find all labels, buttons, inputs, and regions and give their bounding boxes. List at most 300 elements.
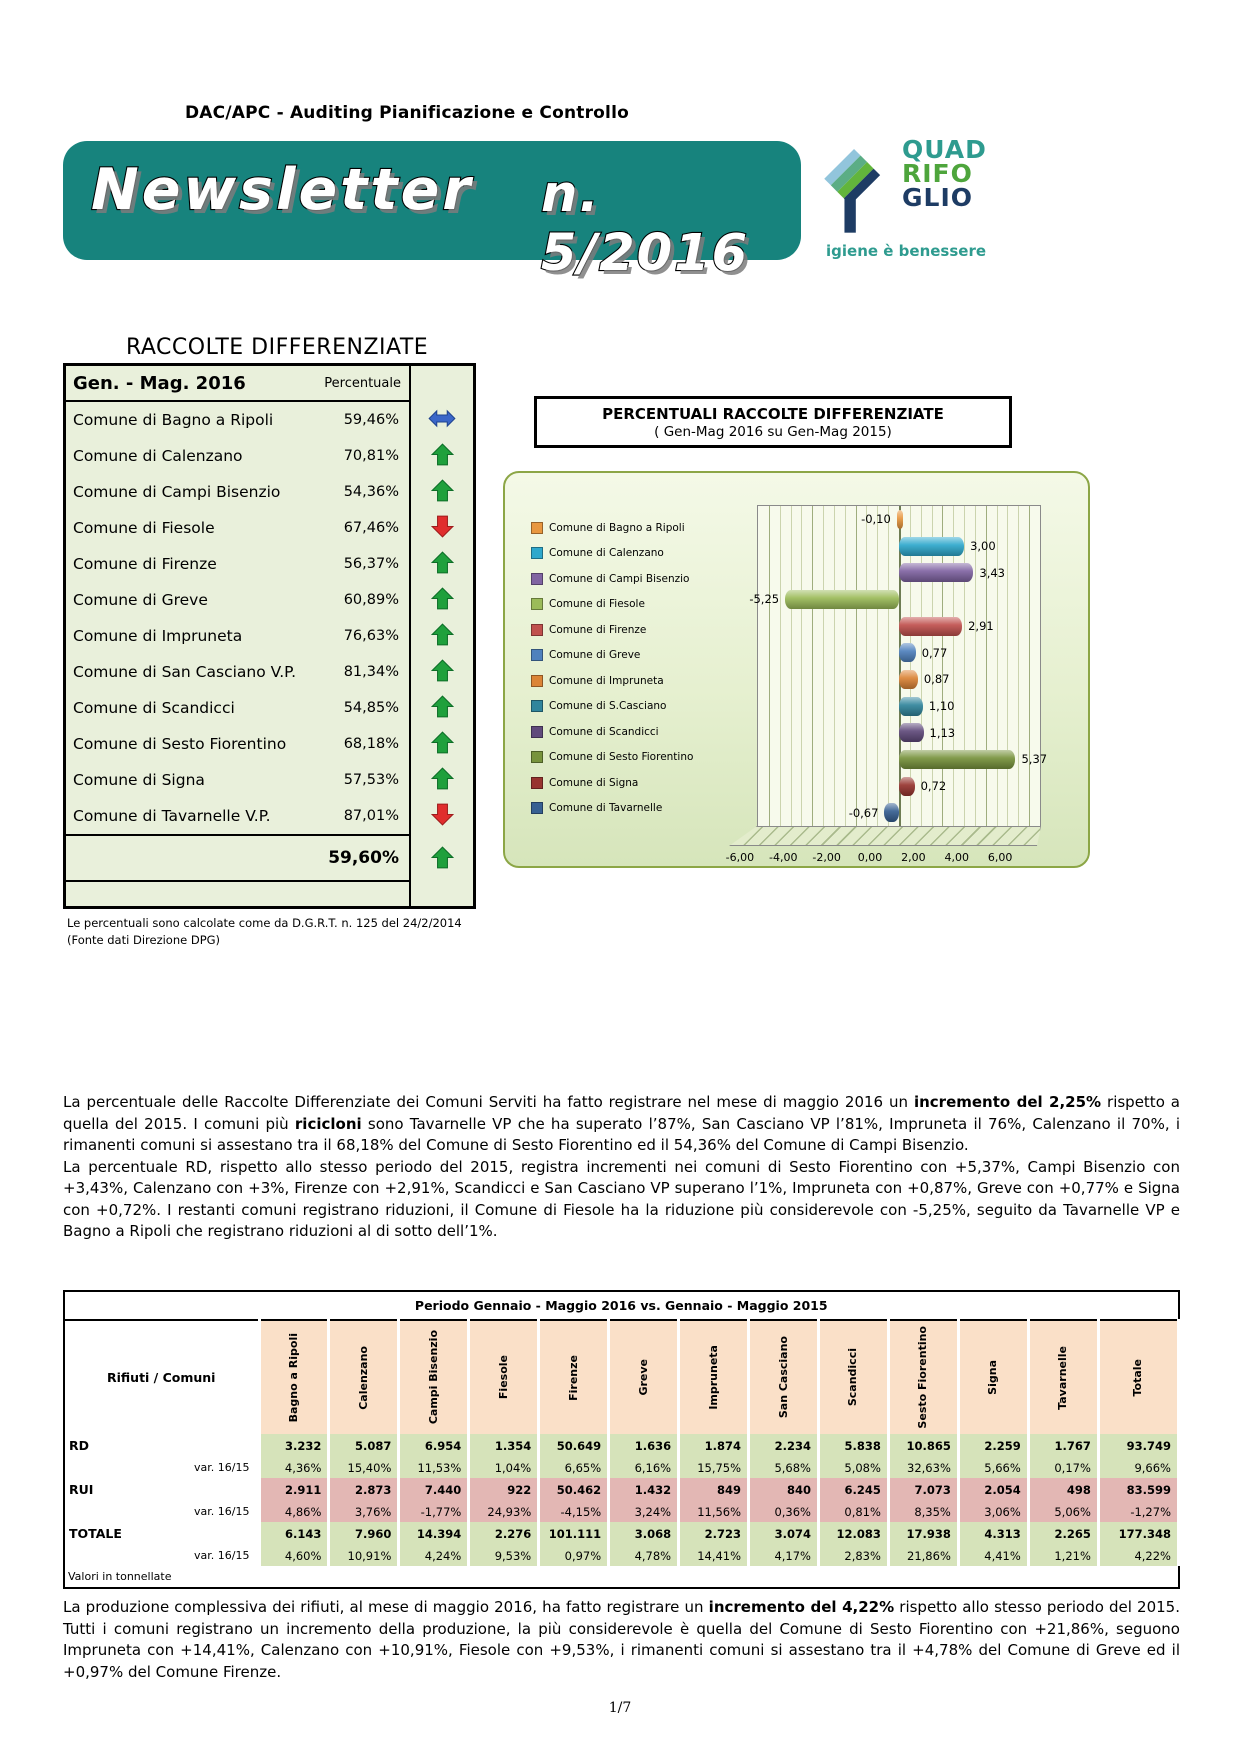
comune-name: Comune di San Casciano V.P. [73,663,297,681]
tonnage-var-value: 6,16% [609,1457,679,1478]
legend-label: Comune di Impruneta [549,674,664,687]
raccolte-table [63,363,476,909]
gridline [780,506,781,826]
tonnage-var-value: 14,41% [679,1545,749,1566]
tonnage-empty-cell [399,1566,469,1588]
tonnage-var-value: 24,93% [469,1501,539,1522]
down-arrow-icon [431,803,454,830]
trend-cell [411,763,473,799]
legend-swatch-icon [531,522,543,534]
bar-chart [503,471,1090,868]
bar-value-label: 2,91 [968,619,994,633]
gridline [1029,506,1030,826]
raccolte-row [66,510,409,546]
legend-item [531,541,693,567]
comune-percentage: 60,89% [343,592,399,608]
tonnage-value: 5.087 [329,1434,399,1457]
raccolte-row [66,654,409,690]
trend-cell [411,655,473,691]
tonnage-column-header: Impruneta [679,1320,749,1434]
legend-swatch-icon [531,547,543,559]
chart-floor [729,826,1041,846]
gridline [975,506,976,826]
tonnage-value: 50.649 [539,1434,609,1457]
tonnage-var-value: -4,15% [539,1501,609,1522]
bar-6 [899,670,918,689]
legend-swatch-icon [531,649,543,661]
raccolte-footnote [67,915,462,949]
tonnage-value: 1.354 [469,1434,539,1457]
legend-item [531,770,693,796]
tonnage-row-rui [64,1478,1179,1501]
newsletter-title: Newsletter [91,157,474,223]
raccolte-row [66,798,409,834]
trend-cell [411,799,473,835]
footnote-line2: (Fonte dati Direzione DPG) [67,933,221,947]
tonnage-var-value: 10,91% [329,1545,399,1566]
tonnage-value: 83.599 [1098,1478,1178,1501]
tonnage-column-header: Fiesole [469,1320,539,1434]
up-arrow-icon [431,659,454,686]
comune-percentage: 56,37% [343,556,399,572]
tonnage-value: 1.874 [679,1434,749,1457]
comune-percentage: 70,81% [343,448,399,464]
tonnage-var-value: 4,22% [1098,1545,1178,1566]
bar-value-label: 0,77 [921,645,948,660]
logo-wordmark [902,135,987,212]
legend-item [531,566,693,592]
legend-item [531,745,693,771]
x-tick-label: -2,00 [812,851,841,864]
tonnage-row-label: RD [69,1438,90,1453]
tonnage-table-wrap [63,1290,1180,1589]
tonnage-value: 7.960 [329,1522,399,1545]
tonnage-table [63,1290,1180,1589]
tonnage-column-header: Sesto Fiorentino [888,1320,958,1434]
gridline [801,506,802,826]
down-arrow-icon [431,515,454,542]
tonnage-value: 7.440 [399,1478,469,1501]
tonnage-column-header: San Casciano [749,1320,819,1434]
legend-item [531,719,693,745]
comune-percentage: 54,36% [343,484,399,500]
comune-name: Comune di Tavarnelle V.P. [73,807,271,825]
comune-percentage: 57,53% [343,772,399,788]
newsletter-banner [63,141,801,283]
tonnage-var-value: 5,68% [749,1457,819,1478]
raccolte-row [66,582,409,618]
legend-label: Comune di Signa [549,776,639,789]
tonnage-var-value: 32,63% [888,1457,958,1478]
tonnage-footer-note: Valori in tonnellate [68,1570,172,1583]
tonnage-var-value: 4,78% [609,1545,679,1566]
tonnage-var-value: 0,97% [539,1545,609,1566]
up-arrow-icon [431,731,454,758]
tonnage-var-value: -1,77% [399,1501,469,1522]
gridline [856,506,857,826]
up-arrow-icon [431,695,454,722]
comune-percentage: 67,46% [343,520,399,536]
tonnage-value: 50.462 [539,1478,609,1501]
comune-name: Comune di Bagno a Ripoli [73,411,274,429]
quadrifoglio-logo-icon [820,138,898,238]
legend-label: Comune di Tavarnelle [549,802,663,815]
tonnage-var-value: -1,27% [1098,1501,1178,1522]
tonnage-empty-cell [1028,1566,1098,1588]
tonnage-column-header: Campi Bisenzio [399,1320,469,1434]
bar-4 [899,617,962,636]
tonnage-var-value: 4,24% [399,1545,469,1566]
tonnage-var-value: 9,66% [1098,1457,1178,1478]
legend-item [531,592,693,618]
tonnage-value: 6.143 [259,1522,329,1545]
raccolte-percent-label: Percentuale [324,375,401,391]
legend-item [531,643,693,669]
tonnage-var-value: 5,66% [958,1457,1028,1478]
flat-arrow-icon [428,409,456,432]
legend-label: Comune di Firenze [549,623,647,636]
legend-swatch-icon [531,751,543,763]
legend-label: Comune di Scandicci [549,725,659,738]
legend-swatch-icon [531,726,543,738]
gridline [964,506,965,826]
up-arrow-icon [431,443,454,470]
legend-label: Comune di Sesto Fiorentino [549,751,694,764]
bar-value-label: -0,10 [861,512,891,527]
bar-value-label: 5,37 [1021,752,1048,767]
tonnage-empty-cell [888,1566,958,1588]
tonnage-var-value: 2,83% [819,1545,889,1566]
tonnage-var-value: 4,41% [958,1545,1028,1566]
bar-8 [899,723,924,742]
tonnage-var-value: 3,24% [609,1501,679,1522]
logo-line3: GLIO [902,183,974,212]
legend-label: Comune di S.Casciano [549,700,667,713]
x-tick-label: 2,00 [901,851,926,864]
bar-11 [884,803,899,822]
comune-name: Comune di Impruneta [73,627,243,645]
x-tick-label: 0,00 [857,851,883,864]
legend-item [531,617,693,643]
footnote-line1: Le percentuali sono calcolate come da D.G.R.T. n. 125 del 24/2/2014 [67,916,462,930]
tonnage-corner-label: Rifiuti / Comuni [107,1370,216,1385]
raccolte-footer-strip [66,882,409,906]
up-arrow-icon [431,767,454,794]
legend-item [531,694,693,720]
trend-cell [411,547,473,583]
tonnage-value: 849 [679,1478,749,1501]
tonnage-value: 1.432 [609,1478,679,1501]
bar-value-label: 1,13 [929,725,956,740]
legend-item [531,515,693,541]
tonnage-var-value: 1,21% [1028,1545,1098,1566]
tonnage-value: 17.938 [888,1522,958,1545]
raccolte-row [66,618,409,654]
tonnage-var-value: 5,06% [1028,1501,1098,1522]
chart-x-axis [725,851,1041,867]
tonnage-var-value: 21,86% [888,1545,958,1566]
tonnage-var-row [64,1545,1179,1566]
up-arrow-icon [431,551,454,578]
gridline [986,506,987,826]
tonnage-value: 3.074 [749,1522,819,1545]
logo-line2: RIFO [902,159,973,188]
bar-value-label: -5,25 [749,592,780,607]
tonnage-var-row [64,1501,1179,1522]
tonnage-var-value: 8,35% [888,1501,958,1522]
legend-swatch-icon [531,777,543,789]
comune-percentage: 68,18% [343,736,399,752]
tonnage-var-label: var. 16/15 [194,1461,250,1474]
tonnage-empty-cell [259,1566,329,1588]
analysis-paragraph-production [63,1597,1180,1683]
gridline [769,506,770,826]
legend-swatch-icon [531,700,543,712]
bar-0 [897,510,903,529]
tonnage-column-header: Greve [609,1320,679,1434]
paragraph1b: La percentuale RD, rispetto allo stesso periodo del 2015, registra incrementi nei comuni di Sesto Fiorentino con +5,37%, Campi Bisenzio con +3,43%, Calenzano con +3%, Firenze con +2,91%, Scandicci e San Casciano VP superano l’1%, Impruneta con +0,87%, Greve con +0,77% e Signa con +0,72%. I restanti comuni registrano riduzioni, il Comune di Fiesole ha la riduzione più considerevole con -5,25%, seguito da Tavarnelle VP e Bagno a Ripoli che registrano riduzioni al di sotto dell’1%. [63,1157,1180,1240]
tonnage-column-header: Totale [1098,1320,1178,1434]
comune-percentage: 87,01% [343,808,399,824]
tonnage-value: 5.838 [819,1434,889,1457]
raccolte-row [66,438,409,474]
tonnage-var-value: 1,04% [469,1457,539,1478]
gridline [1007,506,1008,826]
bar-value-label: 0,87 [923,672,950,687]
up-arrow-icon [431,479,454,506]
tonnage-column-header: Signa [958,1320,1028,1434]
analysis-paragraph-rd [63,1092,1180,1243]
gridline [812,506,813,826]
bar-1 [899,537,964,556]
tonnage-var-value: 4,36% [259,1457,329,1478]
trend-cell [411,691,473,727]
raccolte-period-label: Gen. - Mag. 2016 [73,372,246,394]
gridline [877,506,878,826]
tonnage-var-value: 11,53% [399,1457,469,1478]
bar-5 [899,643,916,662]
legend-swatch-icon [531,802,543,814]
up-arrow-icon [431,623,454,650]
raccolte-section-title: RACCOLTE DIFFERENZIATE [126,335,429,360]
tonnage-value: 6.245 [819,1478,889,1501]
trend-cell [411,403,473,439]
tonnage-value: 93.749 [1098,1434,1178,1457]
tonnage-var-value: 15,40% [329,1457,399,1478]
tonnage-value: 2.873 [329,1478,399,1501]
chart-legend [531,515,693,821]
bar-value-label: 1,10 [928,699,955,713]
comune-percentage: 59,46% [343,412,399,428]
tonnage-var-value: 9,53% [469,1545,539,1566]
gridline [997,506,998,826]
tonnage-var-value: 4,86% [259,1501,329,1522]
chart-subtitle: ( Gen-Mag 2016 su Gen-Mag 2015) [654,424,892,440]
legend-swatch-icon [531,624,543,636]
bar-value-label: 3,43 [979,565,1005,580]
gridline [1018,506,1019,826]
trend-cell [411,727,473,763]
comune-name: Comune di Scandicci [73,699,235,717]
company-logo [820,136,1040,266]
tonnage-value: 1.767 [1028,1434,1098,1457]
trend-cell [411,439,473,475]
chart-plot-area [749,505,1048,827]
comune-name: Comune di Campi Bisenzio [73,483,281,501]
raccolte-row [66,726,409,762]
tonnage-column-header: Bagno a Ripoli [259,1320,329,1434]
bar-9 [899,750,1015,769]
tonnage-var-value: 0,36% [749,1501,819,1522]
tonnage-row-label: TOTALE [69,1526,122,1541]
tonnage-empty-cell [679,1566,749,1588]
bar-10 [899,777,915,796]
comune-name: Comune di Sesto Fiorentino [73,735,287,753]
trend-cell [411,511,473,547]
paragraph1a: La percentuale delle Raccolte Differenziate dei Comuni Serviti ha fatto registrare nel mese di maggio 2016 un incremento del 2,25% rispetto a quella del 2015. I comuni più ricicloni sono Tavarnelle VP che ha superato l’87%, San Casciano VP l’81%, Impruneta il 76%, Calenzano il 70%, i rimanenti comuni si assestano tra il 68,18% del Comune di Sesto Fiorentino ed il 54,36% del Comune di Campi Bisenzio. [63,1093,1180,1154]
tonnage-value: 10.865 [888,1434,958,1457]
tonnage-var-value: 4,60% [259,1545,329,1566]
tonnage-value: 7.073 [888,1478,958,1501]
legend-swatch-icon [531,598,543,610]
tonnage-value: 2.234 [749,1434,819,1457]
tonnage-empty-cell [819,1566,889,1588]
tonnage-var-value: 0,81% [819,1501,889,1522]
gridline [791,506,792,826]
tonnage-var-row [64,1457,1179,1478]
tonnage-table-title: Periodo Gennaio - Maggio 2016 vs. Gennaio - Maggio 2015 [64,1291,1179,1320]
raccolte-row [66,402,409,438]
tonnage-var-label: var. 16/15 [194,1549,250,1562]
gridline [834,506,835,826]
raccolte-row [66,546,409,582]
bar-value-label: 3,00 [970,539,996,553]
page-number: 1/7 [608,1700,632,1716]
newsletter-number: n. 5/2016 [541,165,750,283]
trend-cell [411,475,473,511]
logo-tagline: igiene è benessere [826,242,987,260]
comune-name: Comune di Signa [73,771,205,789]
gridline [866,506,867,826]
tonnage-value: 2.265 [1028,1522,1098,1545]
legend-label: Comune di Fiesole [549,598,645,611]
chart-title: PERCENTUALI RACCOLTE DIFFERENZIATE [602,405,944,423]
comune-name: Comune di Greve [73,591,208,609]
comune-percentage: 76,63% [343,628,399,644]
bar-2 [899,563,973,582]
bar-value-label: 0,72 [920,779,947,793]
tonnage-value: 2.259 [958,1434,1028,1457]
tonnage-value: 4.313 [958,1522,1028,1545]
raccolte-arrow-column [411,366,473,906]
legend-item [531,796,693,822]
tonnage-empty-cell [609,1566,679,1588]
raccolte-total-row [66,834,409,882]
raccolte-arrows [411,403,473,835]
tonnage-value: 12.083 [819,1522,889,1545]
tonnage-var-label: var. 16/15 [194,1505,250,1518]
up-arrow-icon [431,846,454,873]
tonnage-value: 6.954 [399,1434,469,1457]
tonnage-value: 498 [1028,1478,1098,1501]
gridline [845,506,846,826]
tonnage-value: 840 [749,1478,819,1501]
legend-label: Comune di Bagno a Ripoli [549,521,685,534]
gridline [888,506,889,826]
x-tick-label: 6,00 [987,851,1013,864]
tonnage-value: 14.394 [399,1522,469,1545]
tonnage-value: 2.911 [259,1478,329,1501]
x-tick-label: 4,00 [944,851,970,864]
raccolte-row [66,690,409,726]
tonnage-var-value: 0,17% [1028,1457,1098,1478]
tonnage-value: 2.054 [958,1478,1028,1501]
comune-name: Comune di Firenze [73,555,217,573]
tonnage-row-rd [64,1434,1179,1457]
comune-name: Comune di Fiesole [73,519,215,537]
tonnage-row-totale [64,1522,1179,1545]
trend-cell [411,619,473,655]
raccolte-table-header [66,366,409,402]
tonnage-value: 922 [469,1478,539,1501]
tonnage-var-value: 11,56% [679,1501,749,1522]
legend-label: Comune di Calenzano [549,547,664,560]
raccolte-row [66,474,409,510]
tonnage-value: 3.068 [609,1522,679,1545]
legend-item [531,668,693,694]
trend-cell [411,583,473,619]
legend-swatch-icon [531,675,543,687]
tonnage-value: 2.723 [679,1522,749,1545]
x-tick-label: -4,00 [768,851,798,864]
legend-label: Comune di Greve [549,649,641,662]
bar-value-label: -0,67 [848,805,879,820]
tonnage-empty-cell [539,1566,609,1588]
tonnage-var-value: 3,06% [958,1501,1028,1522]
raccolte-total-value: 59,60% [328,848,399,868]
tonnage-value: 3.232 [259,1434,329,1457]
logo-line1: QUAD [902,135,987,164]
tonnage-row-label: RUI [69,1482,94,1497]
tonnage-column-header: Tavarnelle [1028,1320,1098,1434]
legend-label: Comune di Campi Bisenzio [549,572,690,585]
chart-title-box [534,396,1012,448]
tonnage-column-header: Scandicci [819,1320,889,1434]
department-title: DAC/APC - Auditing Pianificazione e Controllo [185,103,629,123]
tonnage-var-value: 15,75% [679,1457,749,1478]
paragraph2: La produzione complessiva dei rifiuti, al mese di maggio 2016, ha fatto registrare un incremento del 4,22% rispetto allo stesso periodo del 2015. Tutti i comuni registrano un incremento della produzione, la più considerevole è quella del Comune di Sesto Fiorentino con +21,86%, seguono Impruneta con +14,41%, Calenzano con +10,91%, Fiesole con +9,53%, i rimanenti comuni si assestano tra il +4,78% del Comune di Greve ed il +0,97% del Comune Firenze. [63,1598,1180,1681]
tonnage-column-header: Firenze [539,1320,609,1434]
legend-swatch-icon [531,573,543,585]
tonnage-var-value: 4,17% [749,1545,819,1566]
bar-7 [899,697,923,716]
comune-percentage: 81,34% [343,664,399,680]
x-tick-label: -6,00 [725,851,755,864]
tonnage-value: 2.276 [469,1522,539,1545]
tonnage-column-header: Calenzano [329,1320,399,1434]
raccolte-table-left [66,366,411,906]
up-arrow-icon [431,587,454,614]
raccolte-row [66,762,409,798]
tonnage-value: 177.348 [1098,1522,1178,1545]
tonnage-value: 1.636 [609,1434,679,1457]
tonnage-value: 101.111 [539,1522,609,1545]
tonnage-empty-cell [958,1566,1028,1588]
tonnage-empty-cell [469,1566,539,1588]
tonnage-empty-cell [1098,1566,1178,1588]
raccolte-rows [66,402,409,834]
comune-name: Comune di Calenzano [73,447,243,465]
